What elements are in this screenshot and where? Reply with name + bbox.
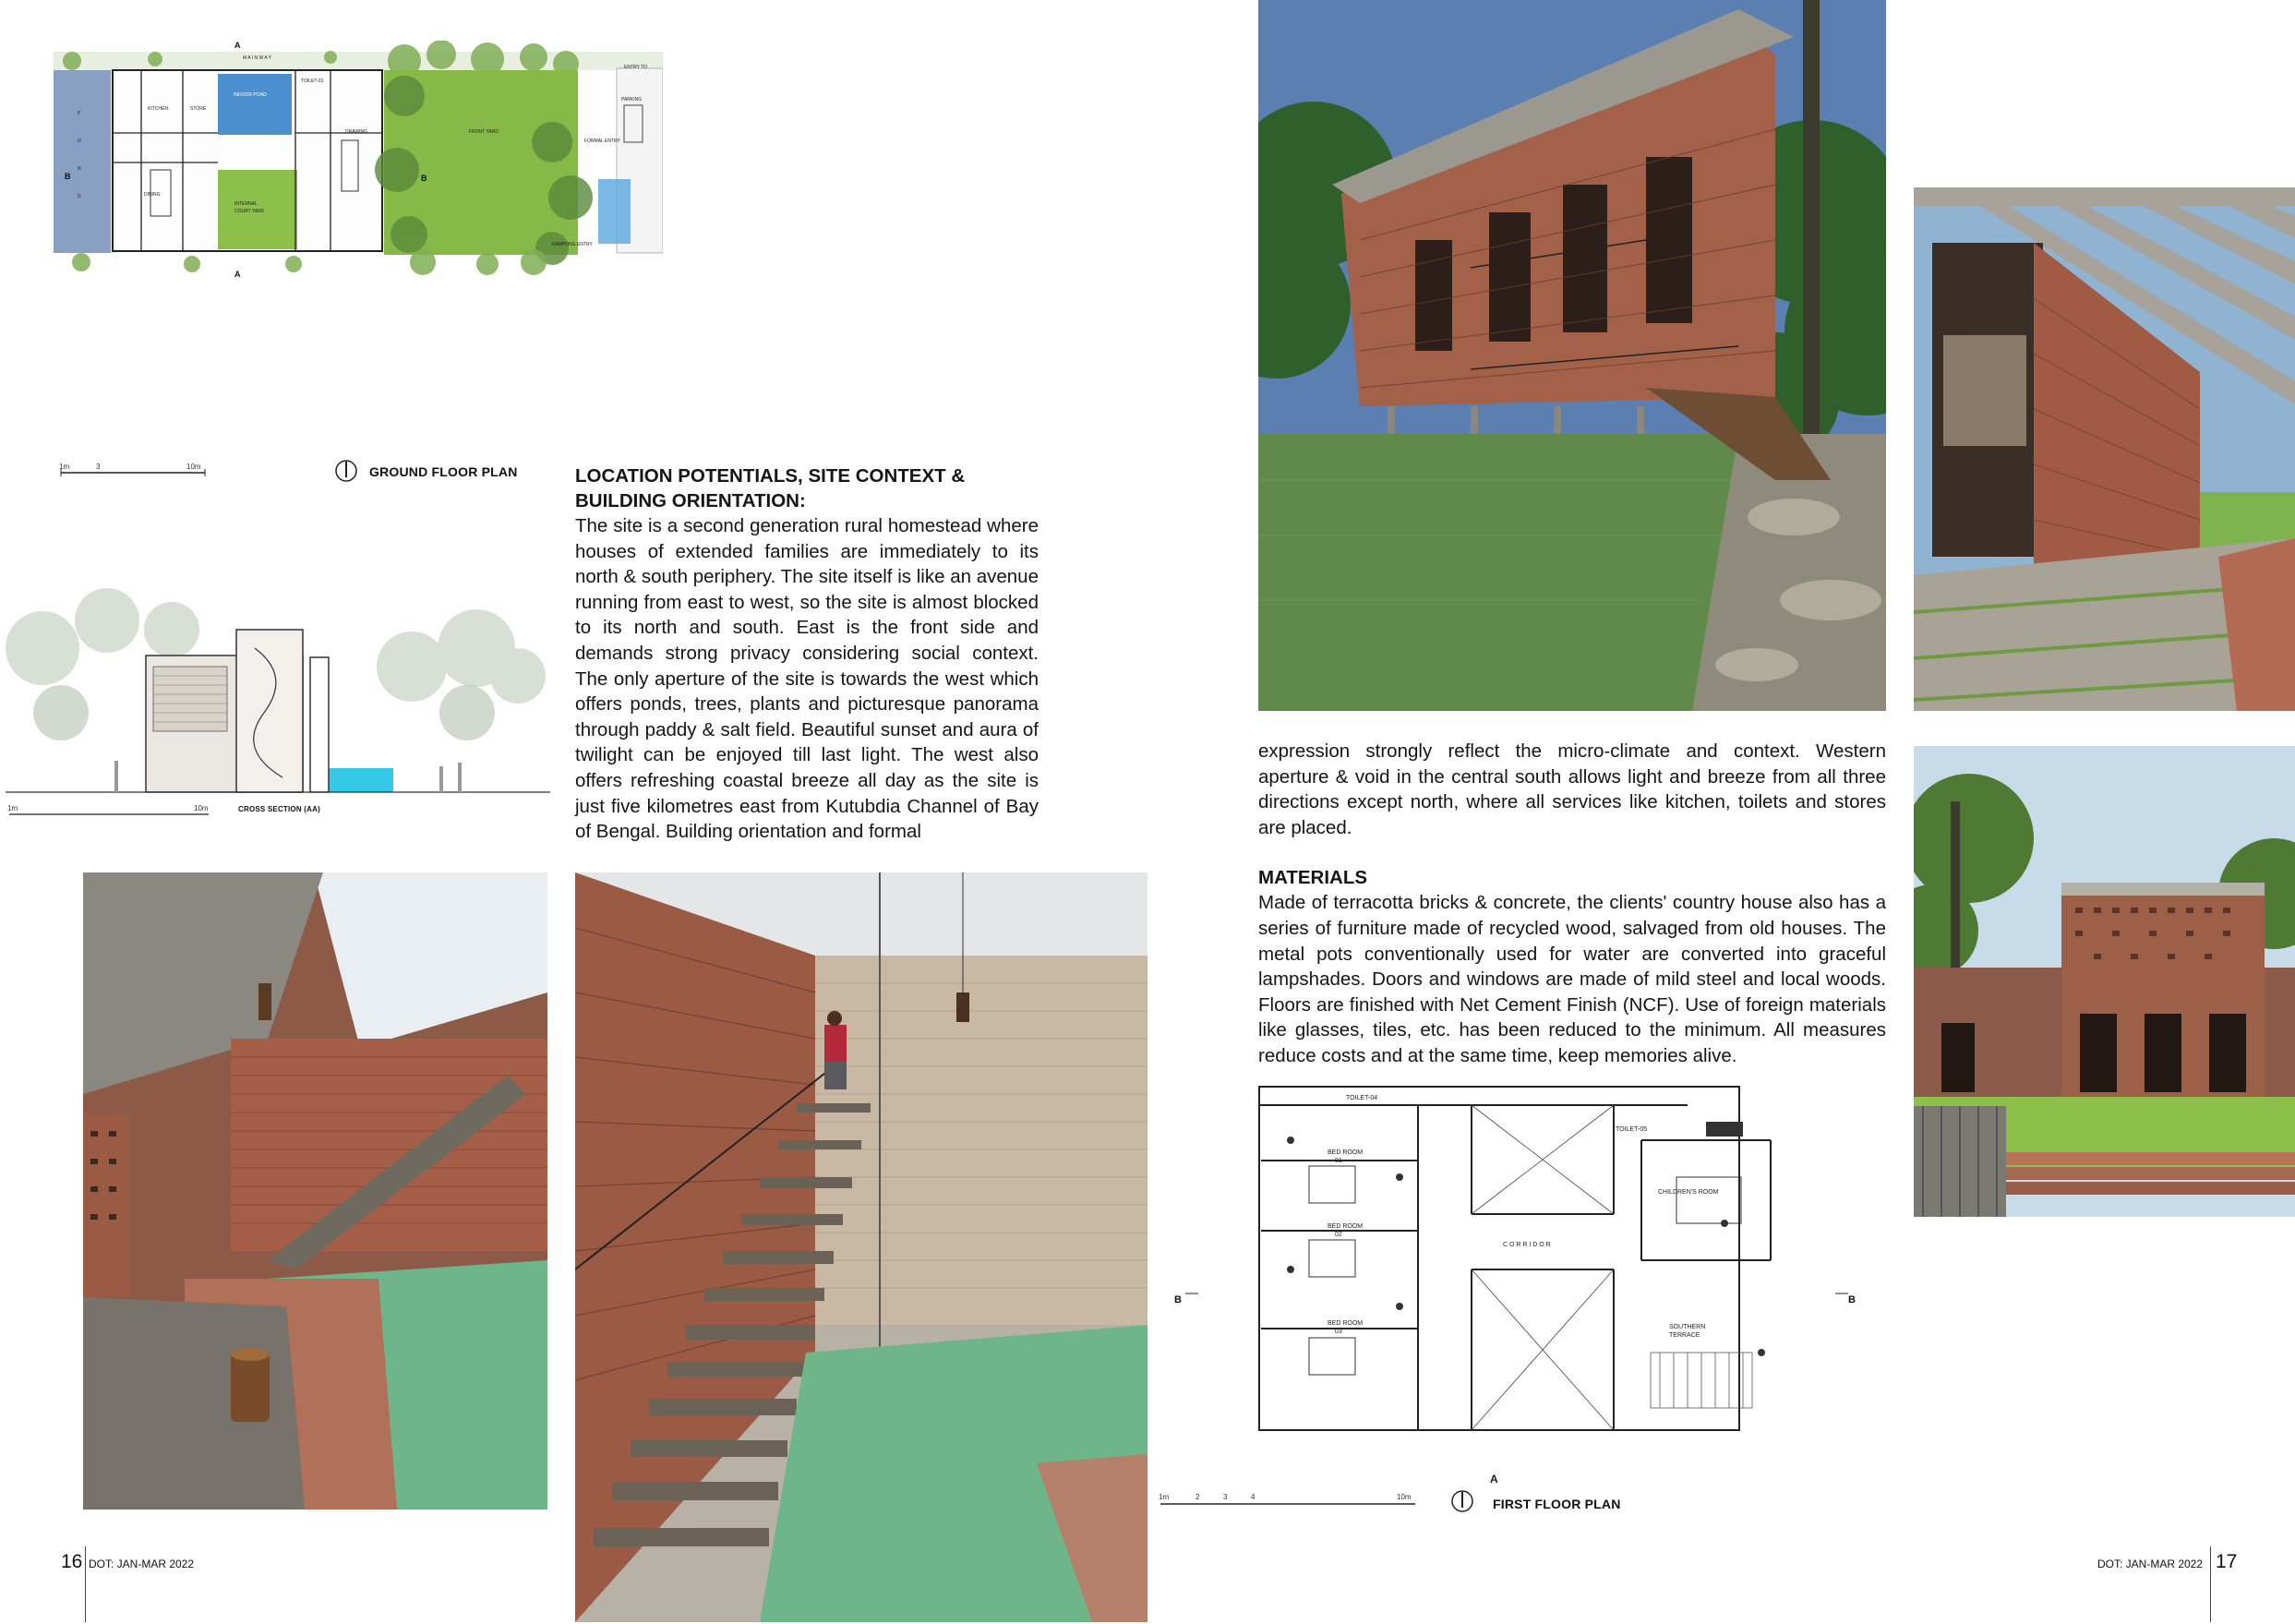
- svg-text:DINING: DINING: [144, 192, 161, 198]
- ground-floor-scale-bar: [59, 462, 207, 480]
- svg-text:FORMAL ENTRY: FORMAL ENTRY: [584, 138, 620, 144]
- north-arrow-icon: [334, 459, 358, 483]
- photo-pergola-portico: [1914, 187, 2295, 711]
- svg-text:10m: 10m: [1397, 1493, 1412, 1501]
- svg-text:BED ROOM: BED ROOM: [1328, 1320, 1364, 1327]
- svg-text:SOUTHERN: SOUTHERN: [1669, 1324, 1706, 1330]
- svg-text:B: B: [1848, 1294, 1856, 1305]
- svg-text:2: 2: [1196, 1493, 1200, 1501]
- svg-text:1m: 1m: [7, 804, 18, 812]
- body-text-materials: Made of terracotta bricks & concrete, the clients' country house also has a series of furniture made of recycled wood, salvaged from old houses. The metal pots conventionally used for water are converted into graceful lampshades. Doors and windows are made of mild steel and local woods. Floors are finished with Net Cement Finish (NCF). Use of foreign materials like glasses, tiles, etc. has been reduced to the minimum. All measures reduce costs and at the same time, keep memories alive.: [1258, 892, 1886, 1066]
- folio-right: DOT: JAN-MAR 2022: [2097, 1558, 2204, 1570]
- section-heading-location: LOCATION POTENTIALS, SITE CONTEXT & BUILDING ORIENTATION:: [575, 465, 966, 511]
- photo-house-over-pond: [1258, 0, 1886, 711]
- svg-text:A: A: [234, 41, 241, 50]
- north-arrow-icon-first-floor: [1450, 1489, 1474, 1513]
- page-number-right: 17: [2216, 1551, 2238, 1572]
- svg-text:B: B: [421, 174, 427, 183]
- photo-cantilever-stair: [575, 872, 1148, 1622]
- ground-floor-plan: [54, 41, 663, 279]
- svg-text:4: 4: [1251, 1493, 1256, 1501]
- svg-text:BED ROOM: BED ROOM: [1328, 1223, 1364, 1230]
- svg-text:KAMPONG ENTRY: KAMPONG ENTRY: [552, 242, 593, 247]
- svg-text:B: B: [1174, 1294, 1182, 1305]
- svg-text:A: A: [234, 270, 241, 279]
- svg-text:FRONT YARD: FRONT YARD: [469, 129, 499, 135]
- first-floor-scale-bar: [1159, 1491, 1417, 1510]
- svg-text:BED ROOM: BED ROOM: [1328, 1149, 1364, 1156]
- svg-text:3: 3: [1223, 1493, 1228, 1501]
- section-heading-materials: MATERIALS: [1258, 867, 1368, 889]
- folio-divider-left: [85, 1546, 86, 1622]
- svg-text:N: N: [78, 166, 81, 172]
- svg-text:D: D: [78, 194, 81, 199]
- cross-section-drawing: [6, 565, 550, 807]
- first-floor-plan: [1171, 1085, 1872, 1436]
- svg-text:INTERNAL: INTERNAL: [234, 201, 258, 207]
- first-floor-plan-label: FIRST FLOOR PLAN: [1493, 1497, 1621, 1511]
- cross-section-scale-bar: [7, 803, 210, 818]
- photo-lawn-courtyard: [1914, 746, 2295, 1217]
- svg-text:TOILET-05: TOILET-05: [1616, 1126, 1648, 1133]
- svg-text:DRAWING: DRAWING: [345, 129, 367, 135]
- svg-text:PARKING: PARKING: [621, 97, 643, 102]
- svg-text:C O R R I D O R: C O R R I D O R: [1503, 1242, 1551, 1248]
- page-number-left: 16: [61, 1551, 83, 1572]
- svg-text:P: P: [78, 111, 81, 116]
- folio-left: DOT: JAN-MAR 2022: [89, 1558, 195, 1570]
- svg-text:1m: 1m: [59, 463, 70, 471]
- svg-text:02: 02: [1335, 1232, 1342, 1238]
- svg-text:1m: 1m: [1159, 1493, 1170, 1501]
- svg-text:10m: 10m: [194, 804, 209, 812]
- svg-text:03: 03: [1335, 1329, 1342, 1335]
- svg-text:CHILDREN'S ROOM: CHILDREN'S ROOM: [1658, 1189, 1719, 1196]
- svg-text:KITCHEN: KITCHEN: [148, 106, 168, 112]
- svg-text:TOILET-04: TOILET-04: [1346, 1095, 1378, 1101]
- svg-text:3: 3: [96, 463, 101, 471]
- svg-text:01: 01: [1335, 1158, 1342, 1164]
- svg-text:ENTRY TO: ENTRY TO: [624, 65, 647, 70]
- body-text-location: The site is a second generation rural homestead where houses of extended families are immediately to its north & south periphery. The site itself is like an avenue running from east to west, so the site is almost blocked to its north and south. East is the front side and demands strong privacy considering social context. The only aperture of the site is towards the west which offers ponds, trees, plants and picturesque panorama through paddy & salt field. Beautiful sunset and aura of twilight can be enjoyed till last light. The west also offers refreshing coastal breeze all day as the site is just five kilometres east from Kutubdia Channel of Bay of Bengal. Building orientation and formal: [575, 515, 1039, 843]
- svg-text:INDOOR POND: INDOOR POND: [234, 92, 267, 98]
- svg-text:B: B: [65, 172, 71, 181]
- svg-text:COURT YARD: COURT YARD: [234, 209, 265, 214]
- cross-section-label: CROSS SECTION (AA): [238, 805, 320, 813]
- body-text-continued: expression strongly reflect the micro-climate and context. Western aperture & void in the central south allows light and breeze from all three directions except north, where all services like kitchen, toilets and stores are placed.: [1258, 740, 1886, 838]
- article-column-left: [575, 463, 1039, 845]
- ground-floor-plan-label: GROUND FLOOR PLAN: [369, 464, 518, 479]
- svg-text:STORE: STORE: [190, 106, 207, 112]
- svg-text:M A I N W A Y: M A I N W A Y: [243, 55, 272, 61]
- svg-text:10m: 10m: [186, 463, 201, 471]
- svg-text:TERRACE: TERRACE: [1669, 1332, 1700, 1339]
- svg-text:O: O: [78, 138, 81, 144]
- photo-indoor-pond-stair: [83, 872, 547, 1510]
- folio-divider-right: [2210, 1546, 2211, 1622]
- svg-text:TOILET-01: TOILET-01: [301, 78, 324, 84]
- section-mark-a: A: [1490, 1473, 1498, 1486]
- article-column-right: [1258, 739, 1886, 1069]
